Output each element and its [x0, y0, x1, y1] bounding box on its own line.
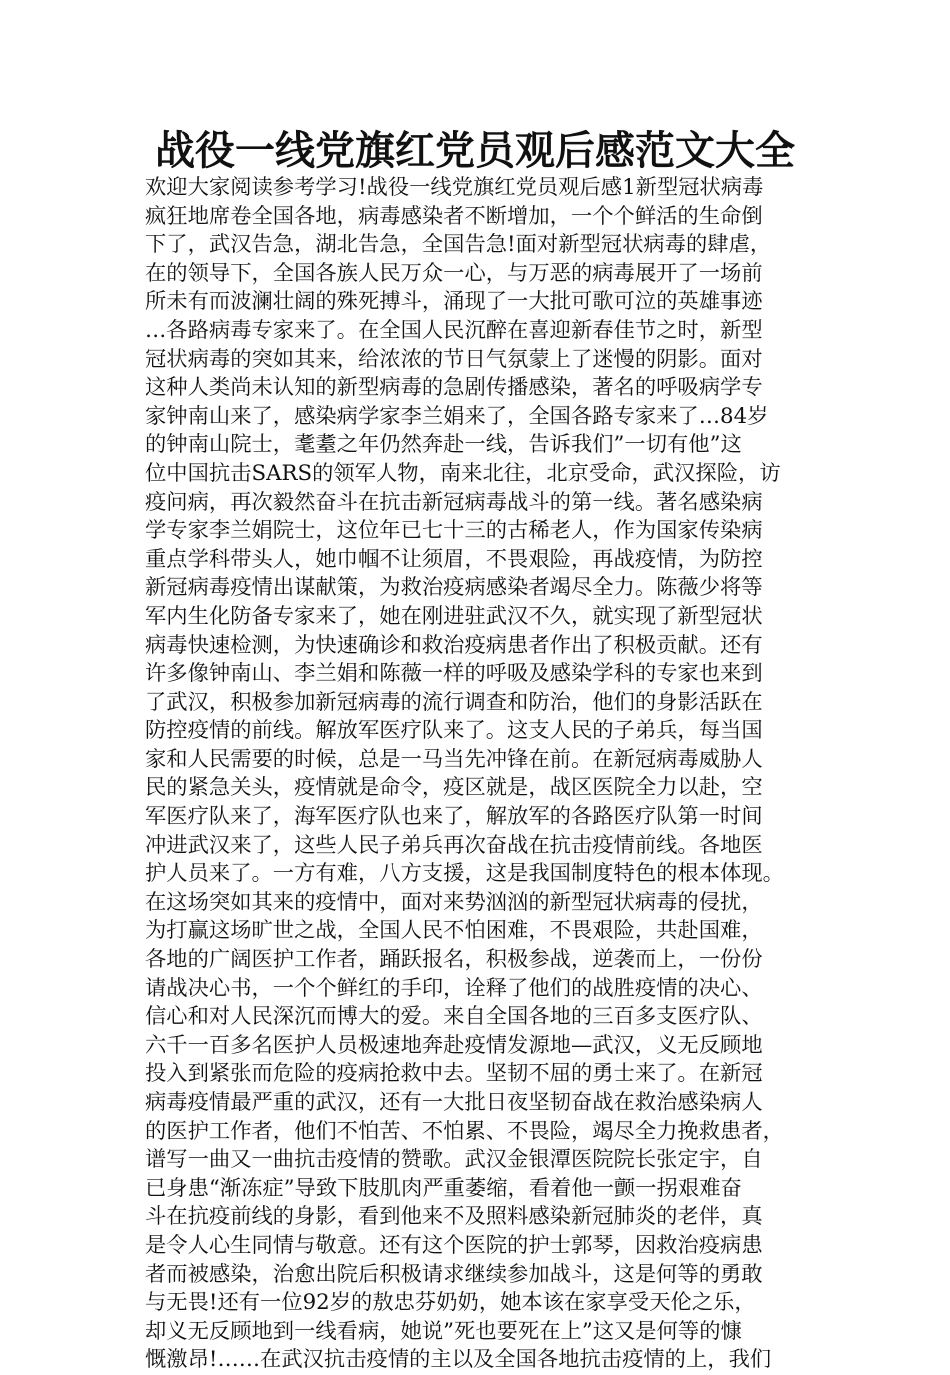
body-line: 位中国抗击SARS的领军人物，南来北往，北京受命，武汉探险，访 — [145, 460, 781, 486]
body-line: 重点学科带头人，她巾帼不让须眉，不畏艰险，再战疫情，为防控 — [145, 546, 763, 572]
document-title: 战役一线党旗红党员观后感范文大全 — [155, 128, 795, 174]
body-line: 下了，武汉告急，湖北告急，全国告急!面对新型冠状病毒的肆虐， — [145, 232, 772, 258]
document-body — [145, 174, 835, 1375]
body-line: 与无畏!还有一位92岁的敖忠芬奶奶，她本该在家享受天伦之乐， — [145, 1290, 756, 1316]
body-line: 信心和对人民深沉而博大的爱。来自全国各地的三百多支医疗队、 — [145, 1004, 763, 1030]
body-line: 防控疫情的前线。解放军医疗队来了。这支人民的子弟兵，每当国 — [145, 718, 763, 744]
body-line: 疯狂地席卷全国各地，病毒感染者不断增加，一个个鲜活的生命倒 — [145, 203, 763, 229]
body-line: 的钟南山院士，耄耋之年仍然奔赴一线，告诉我们”一切有他”这 — [145, 432, 742, 458]
body-line: 疫问病，再次毅然奋斗在抗击新冠病毒战斗的第一线。著名感染病 — [145, 489, 763, 515]
body-line: 者而被感染，治愈出院后积极请求继续参加战斗，这是何等的勇敢 — [145, 1261, 763, 1287]
body-line: 是令人心生同情与敬意。还有这个医院的护士郭琴，因救治疫病患 — [145, 1232, 763, 1258]
body-line: 欢迎大家阅读参考学习!战役一线党旗红党员观后感1新型冠状病毒 — [145, 175, 764, 200]
body-line: 家钟南山来了，感染病学家李兰娟来了，全国各路专家来了…84岁 — [145, 403, 769, 429]
body-line: 却义无反顾地到一线看病，她说”死也要死在上”这又是何等的慷 — [145, 1318, 742, 1344]
body-line: 在的领导下，全国各族人民万众一心，与万恶的病毒展开了一场前 — [145, 260, 763, 286]
body-line: 病毒疫情最严重的武汉，还有一大批日夜坚韧奋战在救治感染病人 — [145, 1090, 763, 1115]
body-line: 在这场突如其来的疫情中，面对来势汹汹的新型冠状病毒的侵扰， — [145, 889, 763, 915]
body-line: 家和人民需要的时候，总是一马当先冲锋在前。在新冠病毒威胁人 — [145, 746, 763, 772]
body-line: 新冠病毒疫情出谋献策，为救治疫病感染者竭尽全力。陈薇少将等 — [145, 575, 763, 601]
body-line: 这种人类尚未认知的新型病毒的急剧传播感染，著名的呼吸病学专 — [145, 375, 763, 401]
body-line: 冲进武汉来了，这些人民子弟兵再次奋战在抗击疫情前线。各地医 — [145, 832, 763, 858]
body-line: 民的紧急关头，疫情就是命令，疫区就是，战区医院全力以赴，空 — [145, 775, 763, 801]
body-line: 的医护工作者，他们不怕苦、不怕累、不畏险，竭尽全力挽救患者， — [145, 1118, 784, 1144]
body-line: 为打赢这场旷世之战，全国人民不怕困难，不畏艰险，共赴国难， — [145, 918, 763, 944]
body-line: 投入到紧张而危险的疫病抢救中去。坚韧不屈的勇士来了。在新冠 — [145, 1061, 763, 1087]
body-line: 学专家李兰娟院士，这位年已七十三的古稀老人，作为国家传染病 — [145, 518, 763, 544]
body-line: 许多像钟南山、李兰娟和陈薇一样的呼吸及感染学科的专家也来到 — [145, 661, 763, 687]
body-line: 了武汉，积极参加新冠病毒的流行调查和防治，他们的身影活跃在 — [145, 689, 763, 715]
body-line: 斗在抗疫前线的身影，看到他来不及照料感染新冠肺炎的老伴，真 — [145, 1204, 763, 1230]
body-line: 谱写一曲又一曲抗击疫情的赞歌。武汉金银潭医院院长张定宇，自 — [145, 1147, 763, 1173]
body-line: 六千一百多名医护人员极速地奔赴疫情发源地—武汉，义无反顾地 — [145, 1032, 763, 1058]
body-line: 已身患“渐冻症”导致下肢肌肉严重萎缩，看着他一颤一拐艰难奋 — [145, 1175, 742, 1201]
body-line: 冠状病毒的突如其来，给浓浓的节日气氛蒙上了迷慢的阴影。面对 — [145, 346, 763, 372]
body-line: 军内生化防备专家来了，她在刚进驻武汉不久，就实现了新型冠状 — [145, 603, 763, 629]
body-line: 各地的广阔医护工作者，踊跃报名，积极参战，逆袭而上，一份份 — [145, 947, 763, 973]
body-line: 慨激昂!……在武汉抗击疫情的主以及全国各地抗击疫情的上，我们 — [145, 1347, 772, 1373]
body-line: 请战决心书，一个个鲜红的手印，诠释了他们的战胜疫情的决心、 — [145, 975, 763, 1001]
body-line: 所未有而波澜壮阔的殊死搏斗，涌现了一大批可歌可泣的英雄事迹 — [145, 289, 763, 315]
body-line: 病毒快速检测，为快速确诊和救治疫病患者作出了积极贡献。还有 — [145, 632, 763, 658]
body-line: …各路病毒专家来了。在全国人民沉醉在喜迎新春佳节之时，新型 — [145, 317, 763, 343]
body-line: 军医疗队来了，海军医疗队也来了，解放军的各路医疗队第一时间 — [145, 804, 763, 830]
body-line: 护人员来了。一方有难，八方支援，这是我国制度特色的根本体现。 — [145, 861, 784, 887]
